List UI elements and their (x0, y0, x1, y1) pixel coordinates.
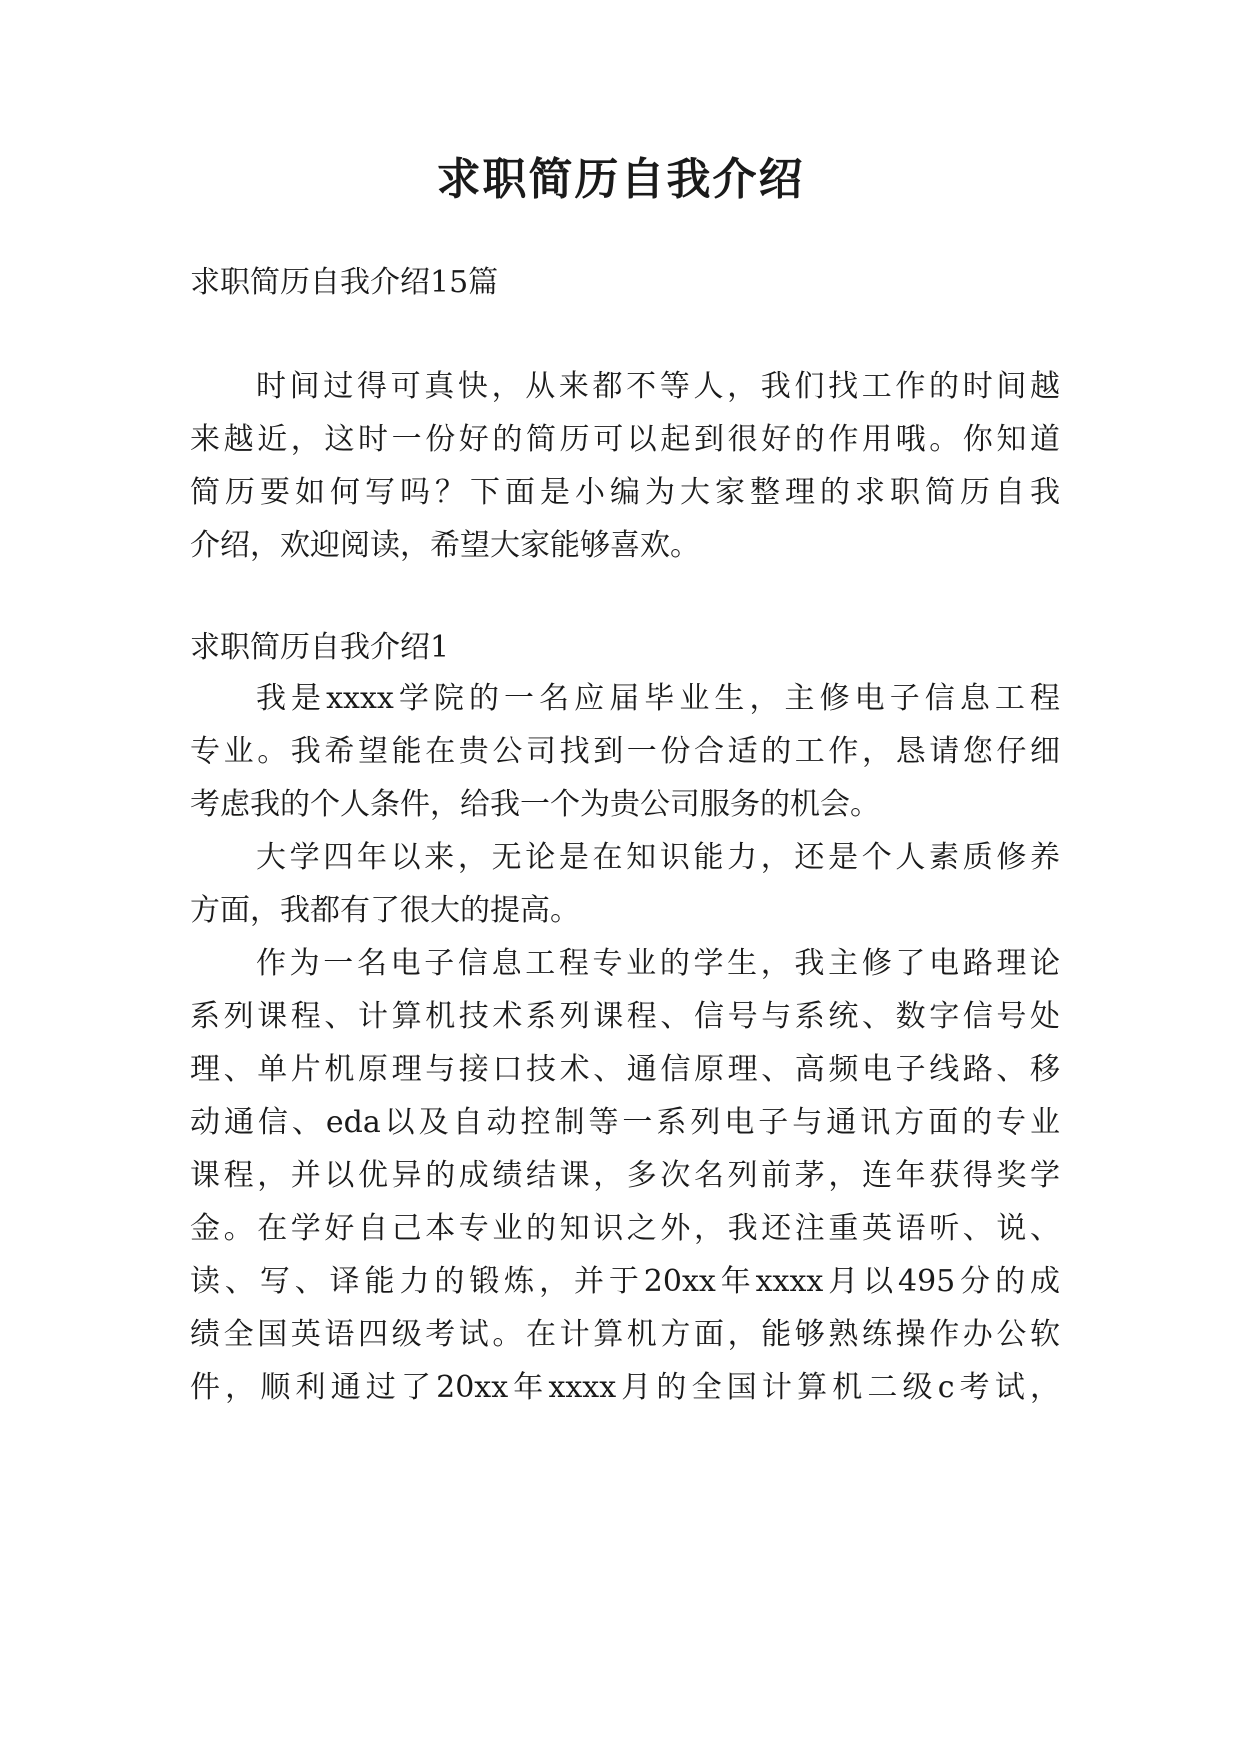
intro-line-4: 介绍，欢迎阅读，希望大家能够喜欢。 (190, 528, 700, 563)
para3-line-3: 理、单片机原理与接口技术、通信原理、高频电子线路、移 (190, 1052, 1060, 1087)
para3-line-7: 读、写、译能力的锻炼，并于20xx年xxxx月以495分的成 (190, 1264, 1060, 1299)
para3-line-8: 绩全国英语四级考试。在计算机方面，能够熟练操作办公软 (190, 1317, 1060, 1352)
para3-line-5: 课程，并以优异的成绩结课，多次名列前茅，连年获得奖学 (190, 1158, 1060, 1193)
intro-line-3: 简历要如何写吗？下面是小编为大家整理的求职简历自我 (190, 475, 1060, 510)
para1-line-1: 我是xxxx学院的一名应届毕业生，主修电子信息工程 (256, 681, 1060, 716)
para3-line-9: 件，顺利通过了20xx年xxxx月的全国计算机二级c考试， (190, 1370, 1060, 1405)
document-subtitle: 求职简历自我介绍15篇 (190, 265, 499, 300)
para1-line-3: 考虑我的个人条件，给我一个为贵公司服务的机会。 (190, 787, 880, 822)
para2-line-1: 大学四年以来，无论是在知识能力，还是个人素质修养 (256, 840, 1060, 875)
para3-line-2: 系列课程、计算机技术系列课程、信号与系统、数字信号处 (190, 999, 1060, 1034)
para2-line-2: 方面，我都有了很大的提高。 (190, 893, 580, 928)
para3-line-4: 动通信、eda以及自动控制等一系列电子与通讯方面的专业 (190, 1105, 1060, 1140)
document-title: 求职简历自我介绍 (436, 154, 805, 205)
section-heading: 求职简历自我介绍1 (190, 630, 450, 665)
intro-line-2: 来越近，这时一份好的简历可以起到很好的作用哦。你知道 (190, 422, 1060, 457)
para3-line-6: 金。在学好自己本专业的知识之外，我还注重英语听、说、 (190, 1211, 1060, 1246)
para1-line-2: 专业。我希望能在贵公司找到一份合适的工作，恳请您仔细 (190, 734, 1060, 769)
para3-line-1: 作为一名电子信息工程专业的学生，我主修了电路理论 (256, 946, 1060, 981)
intro-line-1: 时间过得可真快，从来都不等人，我们找工作的时间越 (256, 369, 1060, 404)
